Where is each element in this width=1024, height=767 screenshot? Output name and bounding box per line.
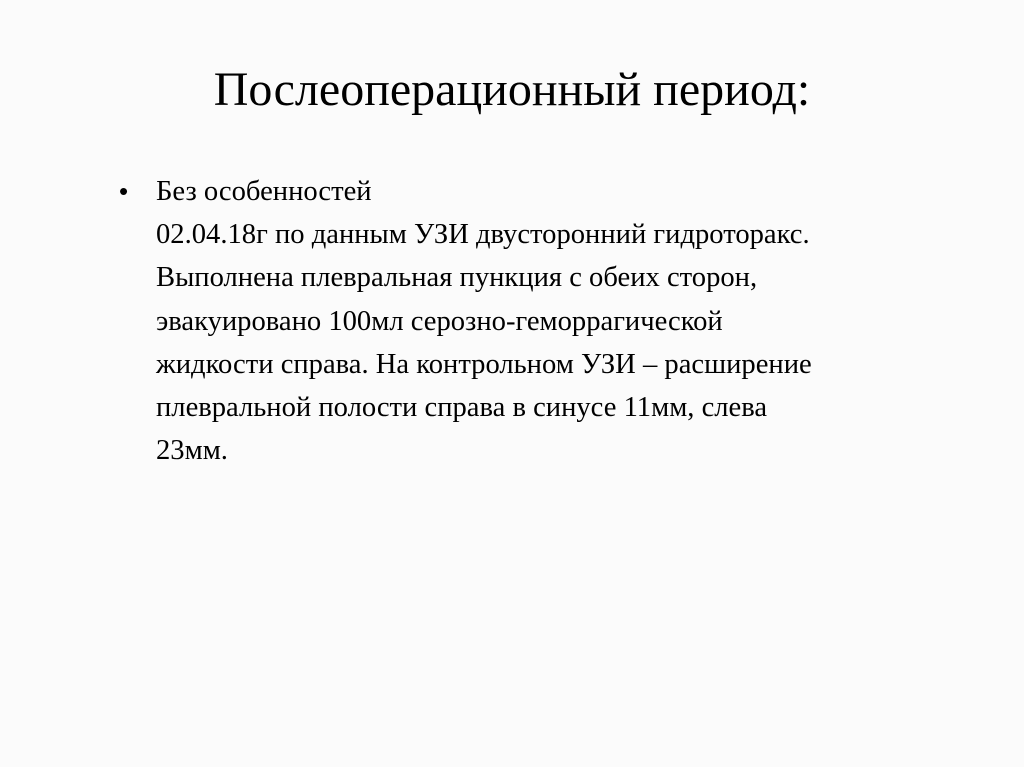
text-line: Выполнена плевральная пункция с обеих сторон, xyxy=(156,262,758,294)
text-line: Без особенностей xyxy=(156,176,372,207)
text-line: 23мм. xyxy=(156,435,228,467)
text-line: жидкости справа. На контрольном УЗИ – расширение xyxy=(156,348,812,380)
bullet-list xyxy=(119,170,939,472)
text-line: 02.04.18г по данным УЗИ двусторонний гидроторакс. xyxy=(156,219,810,251)
text-line: эвакуировано 100мл серозно-геморрагической xyxy=(156,305,723,337)
text-line: плевральной полости справа в синусе 11мм, слева xyxy=(156,392,768,424)
bullet-text xyxy=(156,170,812,472)
list-item xyxy=(119,170,939,472)
bullet-icon: • xyxy=(119,176,129,206)
slide-title: Послеоперационный период: xyxy=(213,63,811,116)
